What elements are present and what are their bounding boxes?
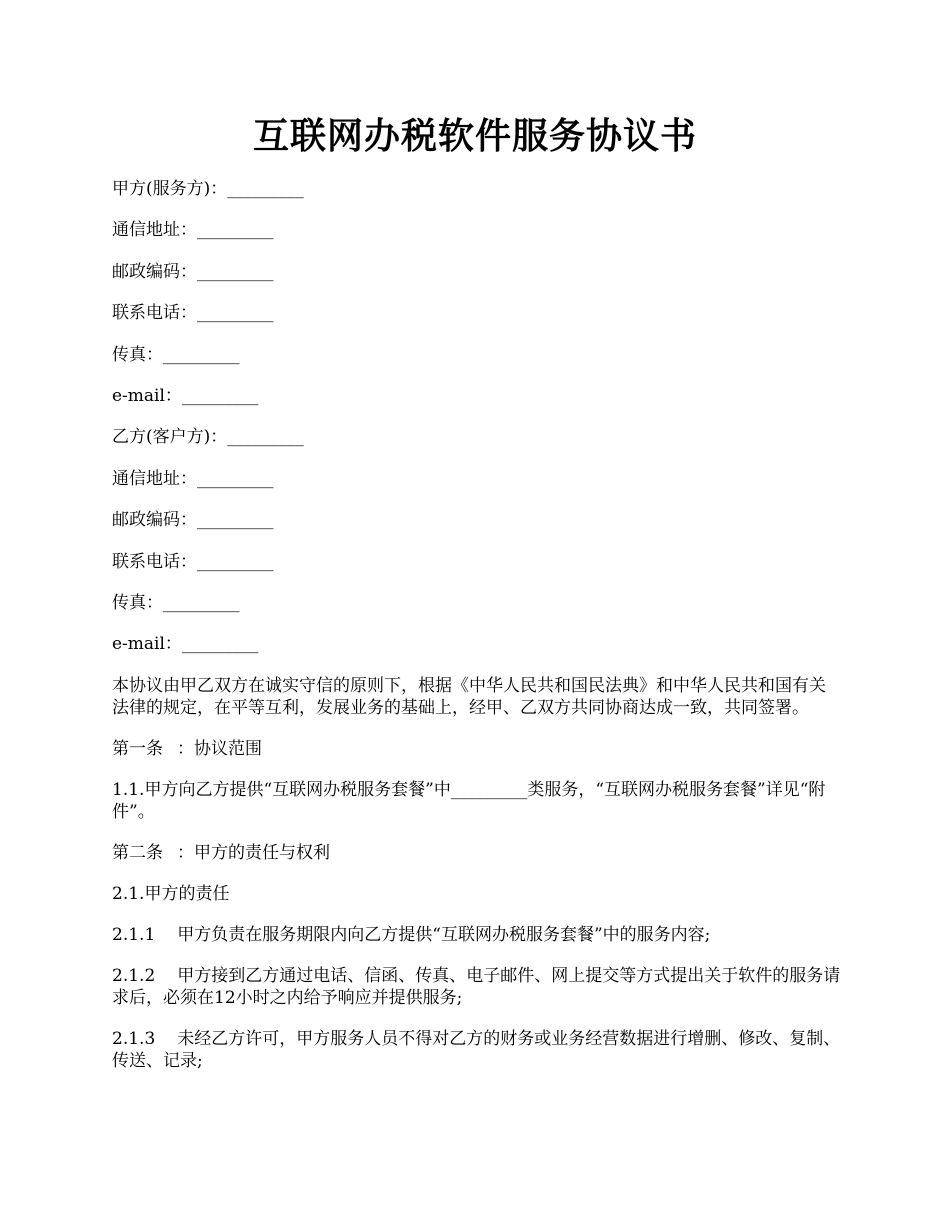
clause-2-1: 2.1.甲方的责任 xyxy=(112,883,230,904)
party-a-address-line: 通信地址：_________ xyxy=(112,220,274,241)
clause-2-1-2 xyxy=(112,965,842,1009)
clause-2-1-3-text: 未经乙方许可，甲方服务人员不得对乙方的财务或业务经营数据进行增删、修改、复制、传送、记录; xyxy=(112,1028,841,1071)
party-b-fax-line: 传真：_________ xyxy=(112,592,240,613)
party-b-name-line: 乙方(客户方)：_________ xyxy=(112,427,304,448)
party-a-name-line: 甲方(服务方)：_________ xyxy=(112,179,304,199)
article-2-title: ：甲方的责任与权利 xyxy=(177,842,330,863)
clause-2-1-3 xyxy=(112,1028,842,1072)
article-1-number: 第一条 xyxy=(112,738,163,759)
article-2-heading xyxy=(112,842,842,864)
party-a-email-line: e-mail：_________ xyxy=(112,385,259,406)
document-body xyxy=(112,178,842,1091)
clause-2-1-1-text: 甲方负责在服务期限内向乙方提供“互联网办税服务套餐”中的服务内容; xyxy=(177,924,711,945)
clause-1-1: 1.1.甲方向乙方提供“互联网办税服务套餐”中_________类服务，“互联网办税服务套餐”详见“附件”。 xyxy=(112,779,826,822)
clause-2-1-3-number: 2.1.3 xyxy=(112,1028,156,1049)
party-b-email-line: e-mail：_________ xyxy=(112,634,259,655)
party-a-postcode-line: 邮政编码：_________ xyxy=(112,261,274,282)
party-b-phone-line: 联系电话：_________ xyxy=(112,551,274,572)
clause-2-1-1-number: 2.1.1 xyxy=(112,924,156,945)
party-b-address-line: 通信地址：_________ xyxy=(112,468,274,489)
party-a-fax-line: 传真：_________ xyxy=(112,344,240,365)
document-title: 互联网办税软件服务协议书 xyxy=(252,115,697,157)
party-a-phone-line: 联系电话：_________ xyxy=(112,303,274,324)
clause-2-1-1 xyxy=(112,924,842,946)
article-1-heading xyxy=(112,738,842,760)
party-b-postcode-line: 邮政编码：_________ xyxy=(112,510,274,531)
article-1-title: ：协议范围 xyxy=(177,738,262,759)
clause-2-1-2-number: 2.1.2 xyxy=(112,965,156,986)
clause-2-1-2-text: 甲方接到乙方通过电话、信函、传真、电子邮件、网上提交等方式提出关于软件的服务请求后，必须在12小时之内给予响应并提供服务; xyxy=(112,965,841,1008)
article-2-number: 第二条 xyxy=(112,842,163,863)
intro-paragraph: 本协议由甲乙双方在诚实守信的原则下，根据《中华人民共和国民法典》和中华人民共和国有关法律的规定，在平等互利，发展业务的基础上，经甲、乙双方共同协商达成一致，共同签署。 xyxy=(112,675,826,718)
